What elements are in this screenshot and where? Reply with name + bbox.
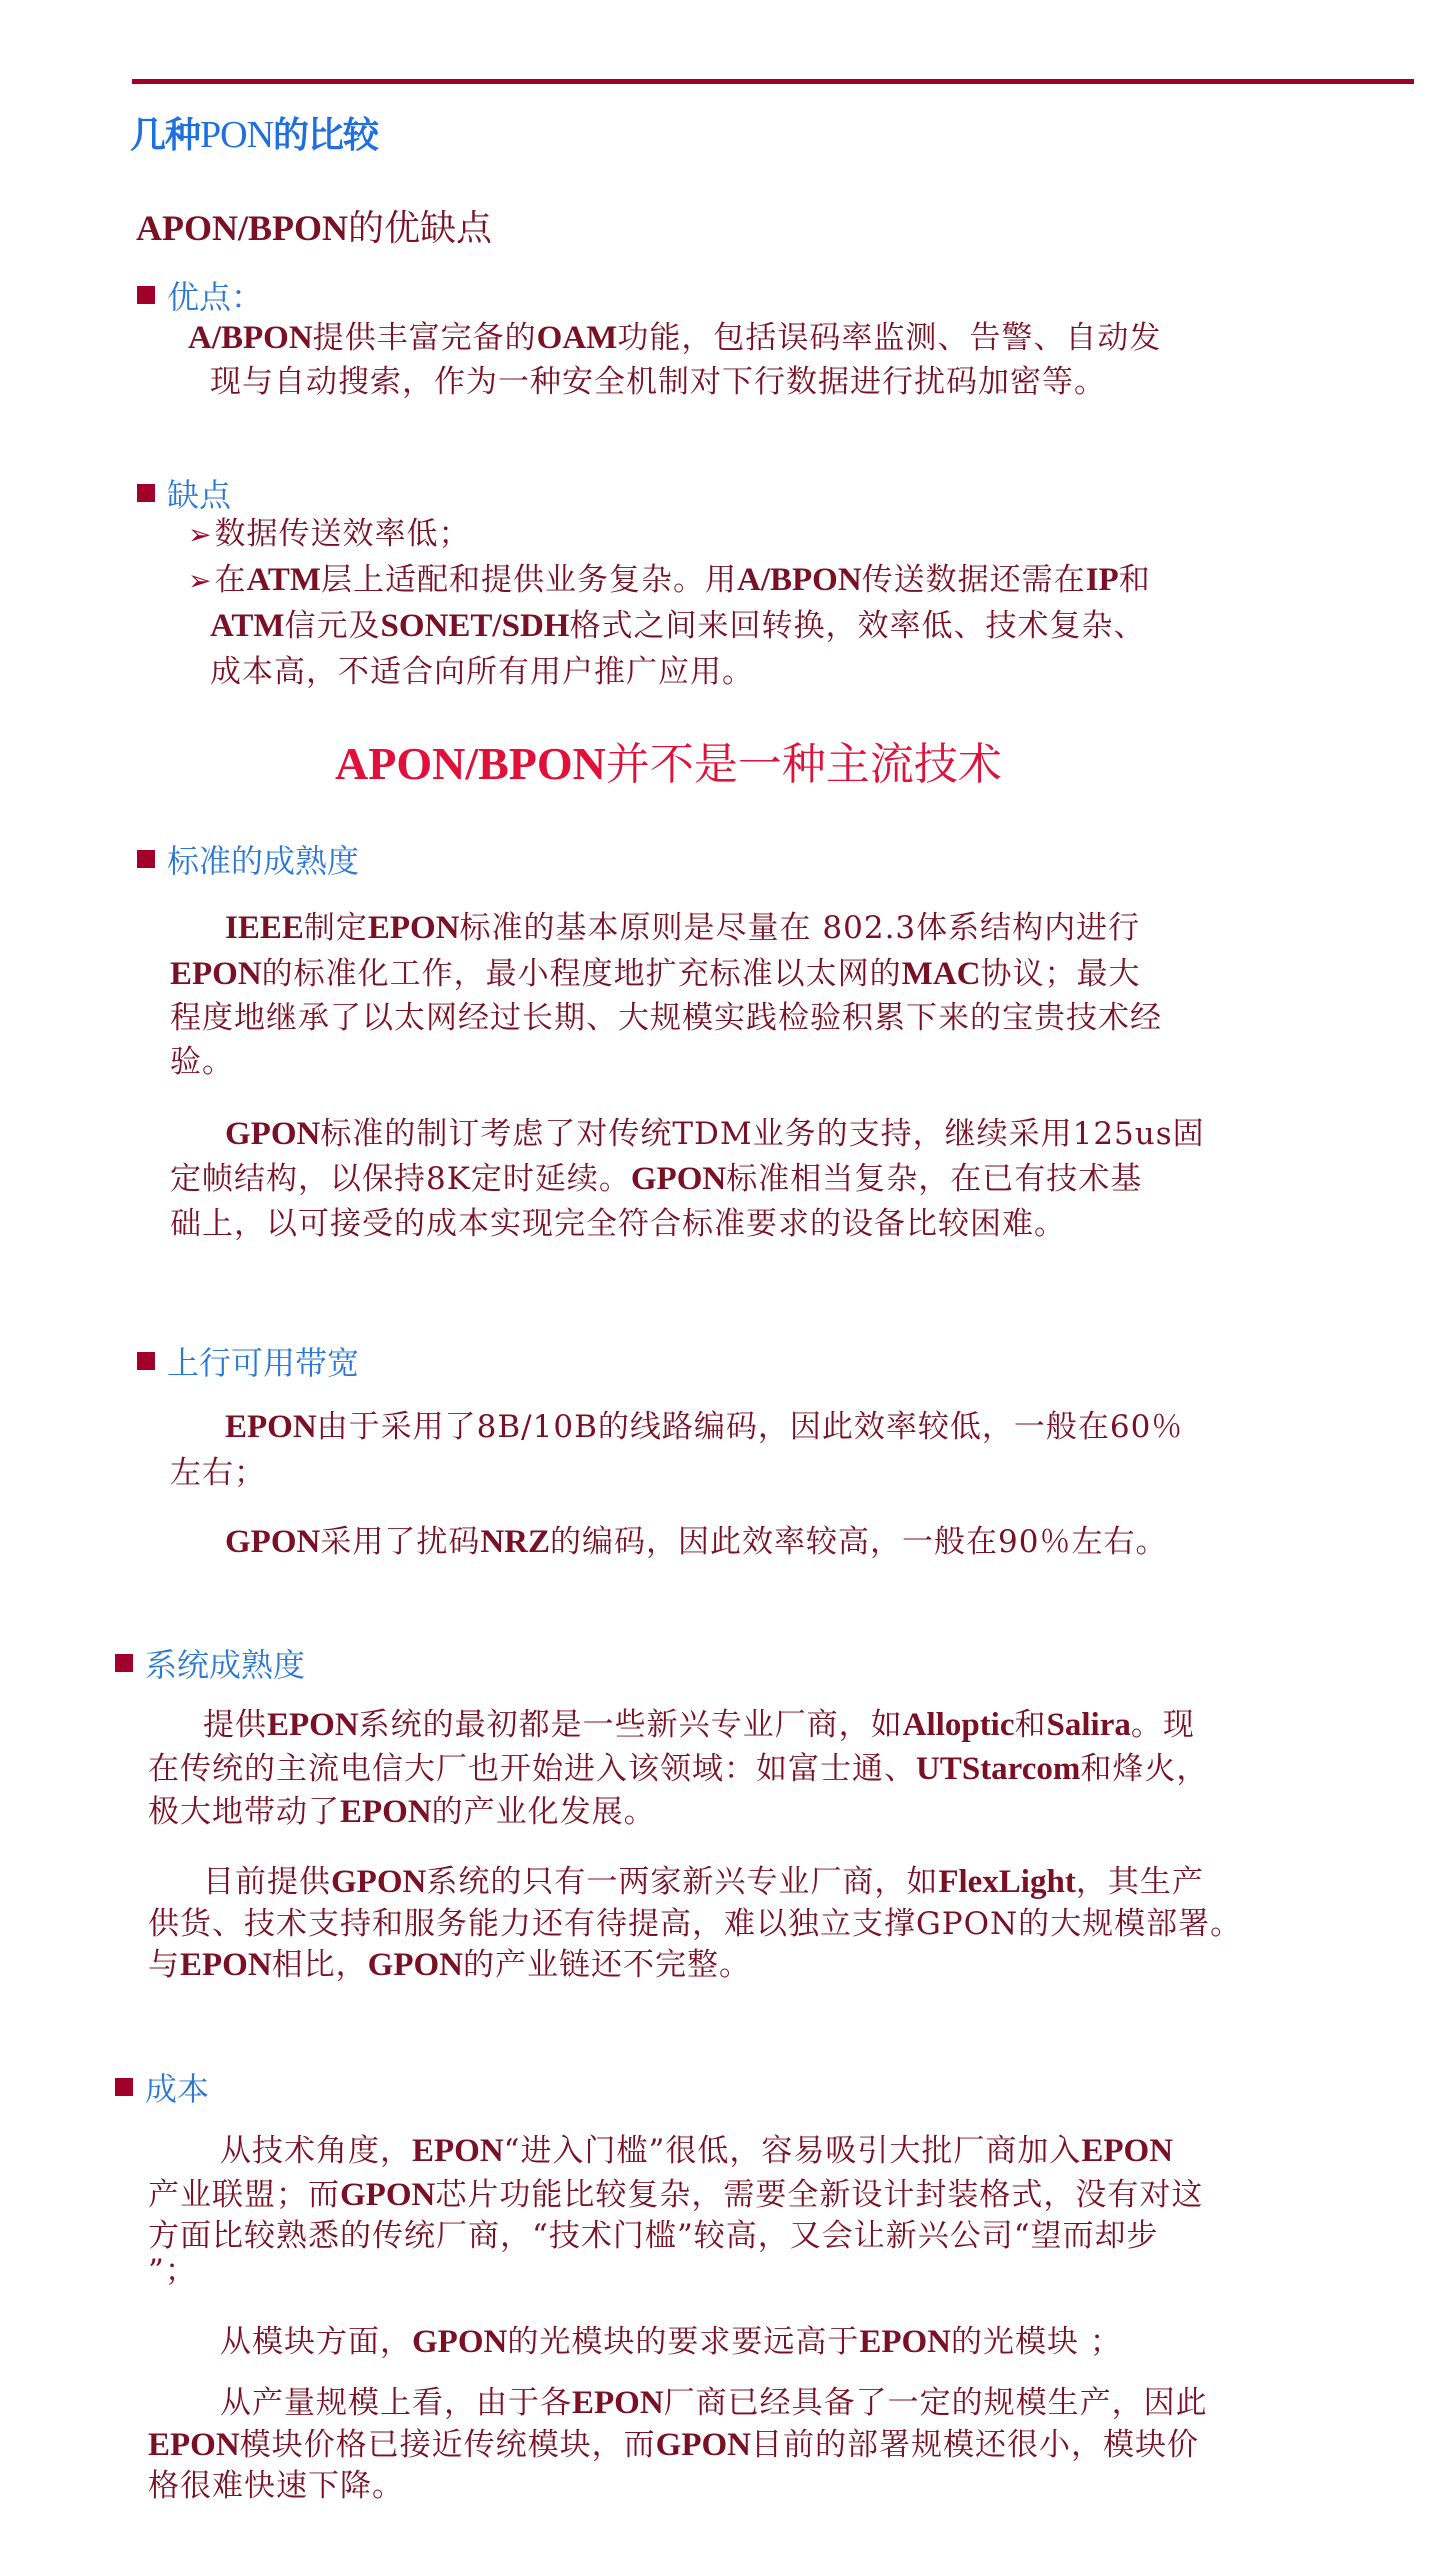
cost-p1-line-1: 从技术角度，EPON“进入门槛”很低，容易吸引大批厂商加入EPON xyxy=(220,2133,1174,2169)
slide-title xyxy=(130,107,378,158)
upstream-p1-line-1: EPON由于采用了8B/10B的线路编码，因此效率较低，一般在60％ xyxy=(225,1409,1184,1445)
title-cn-prefix: 几种 xyxy=(130,115,201,156)
section-disadvantages-heading xyxy=(137,470,231,516)
system-p2-line-3: 与EPON相比，GPON的产业链还不完整。 xyxy=(148,1947,751,1983)
section-system-maturity-heading xyxy=(115,1640,305,1686)
cost-p3-line-1: 从产量规模上看，由于各EPON厂商已经具备了一定的规模生产，因此 xyxy=(220,2385,1208,2421)
square-bullet-icon xyxy=(137,286,155,304)
top-divider-rule xyxy=(132,79,1414,84)
title-cn-suffix: 的比较 xyxy=(273,115,379,156)
cost-p3-line-3: 格很难快速下降。 xyxy=(148,2468,404,2504)
advantages-line-1: A/BPON提供丰富完备的OAM功能，包括误码率监测、告警、自动发 xyxy=(188,320,1162,356)
cost-p1-line-3: 方面比较熟悉的传统厂商，“技术门槛”较高，又会让新兴公司“望而却步 xyxy=(148,2218,1159,2254)
standard-p2-line-2: 定帧结构，以保持8K定时延续。GPON标准相当复杂，在已有技术基 xyxy=(170,1161,1143,1197)
upstream-p2-line-1: GPON采用了扰码NRZ的编码，因此效率较高，一般在90％左右。 xyxy=(225,1524,1168,1560)
cost-p1-line-4: ”； xyxy=(148,2253,197,2289)
standard-p1-line-2: EPON的标准化工作，最小程度地扩充标准以太网的MAC协议；最大 xyxy=(170,956,1141,992)
cost-p3-line-2: EPON模块价格已接近传统模块，而GPON目前的部署规模还很小，模块价 xyxy=(148,2427,1199,2463)
section-label: 标准的成熟度 xyxy=(167,842,360,880)
section-upstream-bandwidth-heading xyxy=(137,1338,359,1384)
square-bullet-icon xyxy=(137,850,155,868)
title-latin: PON xyxy=(200,114,274,156)
cost-p1-line-2: 产业联盟；而GPON芯片功能比较复杂，需要全新设计封装格式，没有对这 xyxy=(148,2177,1204,2213)
arrow-bullet-icon: ➢ xyxy=(188,518,213,551)
standard-p2-line-1: GPON标准的制订考虑了对传统TDM业务的支持，继续采用125us固 xyxy=(225,1116,1205,1152)
standard-p1-line-4: 验。 xyxy=(170,1044,234,1080)
standard-p2-line-3: 础上，以可接受的成本实现完全符合标准要求的设备比较困难。 xyxy=(170,1206,1066,1242)
disadvantage-item-2-cont-1: ATM信元及SONET/SDH格式之间来回转换，效率低、技术复杂、 xyxy=(210,608,1146,644)
conclusion-highlight: APON/BPON并不是一种主流技术 xyxy=(335,738,1002,790)
standard-p1-line-1: IEEE制定EPON标准的基本原则是尽量在 802.3体系结构内进行 xyxy=(225,910,1141,946)
system-p1-line-2: 在传统的主流电信大厂也开始进入该领域：如富士通、UTStarcom和烽火， xyxy=(148,1751,1209,1787)
subtitle-cn: 的优缺点 xyxy=(348,208,493,248)
section-label: 成本 xyxy=(145,2070,210,2108)
system-p2-line-1: 目前提供GPON系统的只有一两家新兴专业厂商，如FlexLight，其生产 xyxy=(203,1864,1204,1900)
section-standard-maturity-heading xyxy=(137,836,359,882)
section-label: 优点： xyxy=(167,278,264,316)
section-cost-heading xyxy=(115,2064,209,2110)
subtitle-latin: APON/BPON xyxy=(136,208,348,248)
section-label: 系统成熟度 xyxy=(145,1646,306,1684)
square-bullet-icon xyxy=(137,1352,155,1370)
system-p2-line-2: 供货、技术支持和服务能力还有待提高，难以独立支撑GPON的大规模部署。 xyxy=(148,1906,1243,1942)
square-bullet-icon xyxy=(115,2078,133,2096)
square-bullet-icon xyxy=(137,484,155,502)
subtitle xyxy=(136,200,492,251)
standard-p1-line-3: 程度地继承了以太网经过长期、大规模实践检验积累下来的宝贵技术经 xyxy=(170,1000,1162,1036)
upstream-p1-line-2: 左右； xyxy=(170,1455,266,1491)
system-p1-line-3: 极大地带动了EPON的产业化发展。 xyxy=(148,1794,656,1830)
disadvantage-item-2: ➢在ATM层上适配和提供业务复杂。用A/BPON传送数据还需在IP和 xyxy=(188,562,1151,598)
section-label: 上行可用带宽 xyxy=(167,1344,360,1382)
system-p1-line-1: 提供EPON系统的最初都是一些新兴专业厂商，如Alloptic和Salira。现 xyxy=(203,1707,1195,1743)
square-bullet-icon xyxy=(115,1654,133,1672)
disadvantage-item-1: ➢数据传送效率低； xyxy=(188,516,471,552)
arrow-bullet-icon: ➢ xyxy=(188,564,213,597)
advantages-line-2: 现与自动搜索，作为一种安全机制对下行数据进行扰码加密等。 xyxy=(210,364,1106,400)
section-advantages-heading xyxy=(137,272,263,318)
cost-p2-line-1: 从模块方面，GPON的光模块的要求要远高于EPON的光模块 ； xyxy=(220,2324,1122,2360)
disadvantage-item-2-cont-2: 成本高，不适合向所有用户推广应用。 xyxy=(210,654,754,690)
section-label: 缺点 xyxy=(167,476,232,514)
